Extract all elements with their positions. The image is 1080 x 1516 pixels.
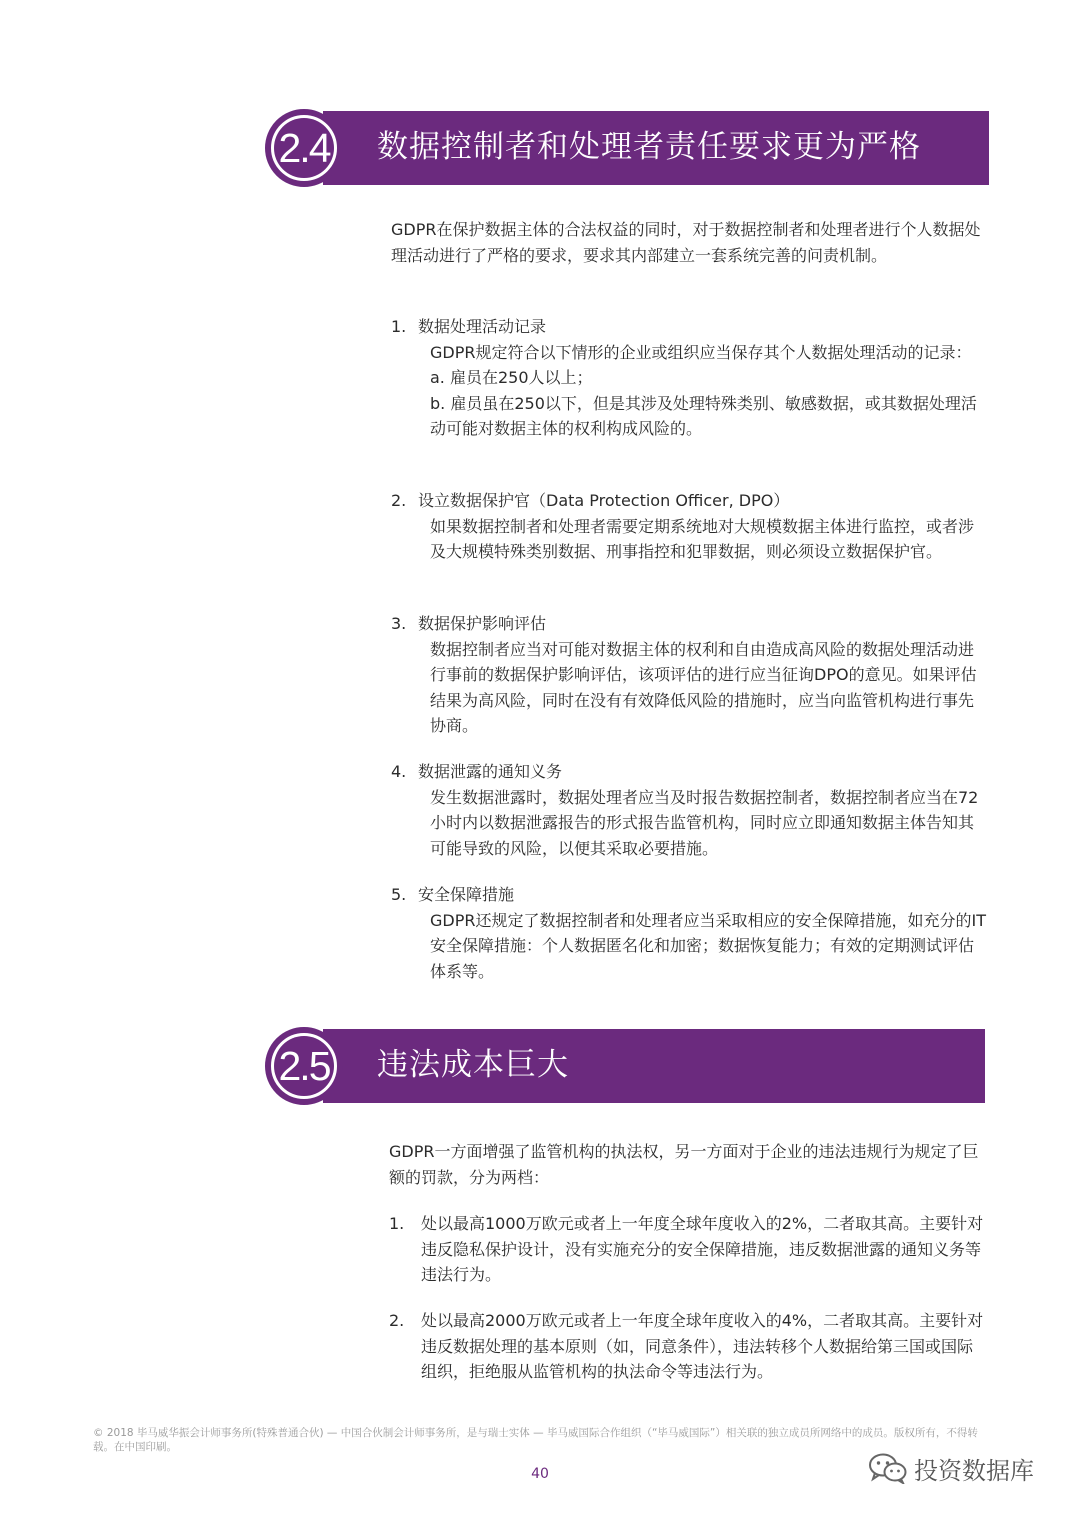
item-title: 安全保障措施: [418, 885, 515, 904]
list-item: [391, 882, 986, 984]
item-body-line: a. 雇员在250人以上；: [430, 368, 593, 387]
item-body-line: GDPR规定符合以下情形的企业或组织应当保存其个人数据处理活动的记录：: [430, 342, 972, 362]
list-item: [391, 611, 986, 739]
item-body: [430, 908, 986, 985]
list-item: [389, 1211, 986, 1288]
section-intro: GDPR一方面增强了监管机构的执法权，另一方面对于企业的违法违规行为规定了巨额的罚款，分为两档：: [389, 1142, 979, 1187]
item-body: [430, 340, 986, 442]
footer-copyright: © 2018 毕马威华振会计师事务所(特殊普通合伙) — 中国合伙制会计师事务所，是与瑞士实体 — 毕马威国际合作组织（“毕马威国际”）相关联的独立成员所网络中的成员。版权所有，不得转载。在中国印刷。: [93, 1427, 978, 1453]
item-text: 处以最高1000万欧元或者上一年度全球年度收入的2%，二者取其高。主要针对违反隐私保护设计，没有实施充分的安全保障措施，违反数据泄露的通知义务等违法行为。: [421, 1214, 984, 1284]
item-number: 3.: [391, 614, 407, 633]
item-body-line: GDPR还规定了数据控制者和处理者应当采取相应的安全保障措施，如充分的IT安全保障措施：个人数据匿名化和加密；数据恢复能力；有效的定期测试评估体系等。: [430, 910, 986, 981]
item-body: [430, 514, 986, 565]
item-number: 2.: [389, 1311, 405, 1330]
list-item: [389, 1308, 986, 1385]
watermark: [868, 1448, 1034, 1488]
item-number: 2.: [391, 491, 407, 510]
item-number: 1.: [389, 1214, 405, 1233]
item-number: 4.: [391, 762, 407, 781]
section-number-badge: [265, 1027, 343, 1105]
item-title: 数据泄露的通知义务: [418, 762, 563, 781]
item-body-line: 如果数据控制者和处理者需要定期系统地对大规模数据主体进行监控，或者涉及大规模特殊类别数据、刑事指控和犯罪数据，则必须设立数据保护官。: [430, 516, 975, 561]
item-body-line: 发生数据泄露时，数据处理者应当及时报告数据控制者，数据控制者应当在72小时内以数据泄露报告的形式报告监管机构，同时应立即通知数据主体告知其可能导致的风险，以便其采取必要措施。: [430, 787, 979, 858]
section-number: 2.5: [274, 1036, 334, 1096]
list-item: [391, 759, 986, 861]
item-number: 5.: [391, 885, 407, 904]
item-title: 数据处理活动记录: [418, 317, 547, 336]
section-number: 2.4: [274, 118, 334, 178]
item-body-line: b. 雇员虽在250以下，但是其涉及处理特殊类别、敏感数据，或其数据处理活动可能对数据主体的权利构成风险的。: [430, 393, 977, 438]
section-header-2-5: [265, 1028, 985, 1106]
item-number: 1.: [391, 317, 407, 336]
page-number: 40: [531, 1466, 549, 1482]
wechat-icon: [868, 1452, 908, 1484]
section-title: 数据控制者和处理者责任要求更为严格: [377, 129, 921, 165]
section-intro: GDPR在保护数据主体的合法权益的同时，对于数据控制者和处理者进行个人数据处理活动进行了严格的要求，要求其内部建立一套系统完善的问责机制。: [391, 220, 981, 265]
item-body: [430, 785, 986, 862]
section-number-badge: [265, 109, 343, 187]
list-item: [391, 314, 986, 442]
item-title: 数据保护影响评估: [418, 614, 547, 633]
list-item: [391, 488, 986, 565]
item-title: 设立数据保护官（Data Protection Officer, DPO）: [418, 491, 790, 510]
watermark-text: 投资数据库: [914, 1456, 1034, 1485]
item-body: [430, 637, 986, 739]
section-header-2-4: [265, 110, 989, 188]
item-text: 处以最高2000万欧元或者上一年度全球年度收入的4%，二者取其高。主要针对违反数据处理的基本原则（如，同意条件），违法转移个人数据给第三国或国际组织，拒绝服从监管机构的执法命令等违法行为。: [421, 1311, 984, 1381]
item-body-line: 数据控制者应当对可能对数据主体的权利和自由造成高风险的数据处理活动进行事前的数据保护影响评估，该项评估的进行应当征询DPO的意见。如果评估结果为高风险，同时在没有有效降低风险的措施时，应当向监管机构进行事先协商。: [430, 639, 977, 735]
section-title: 违法成本巨大: [377, 1047, 569, 1083]
